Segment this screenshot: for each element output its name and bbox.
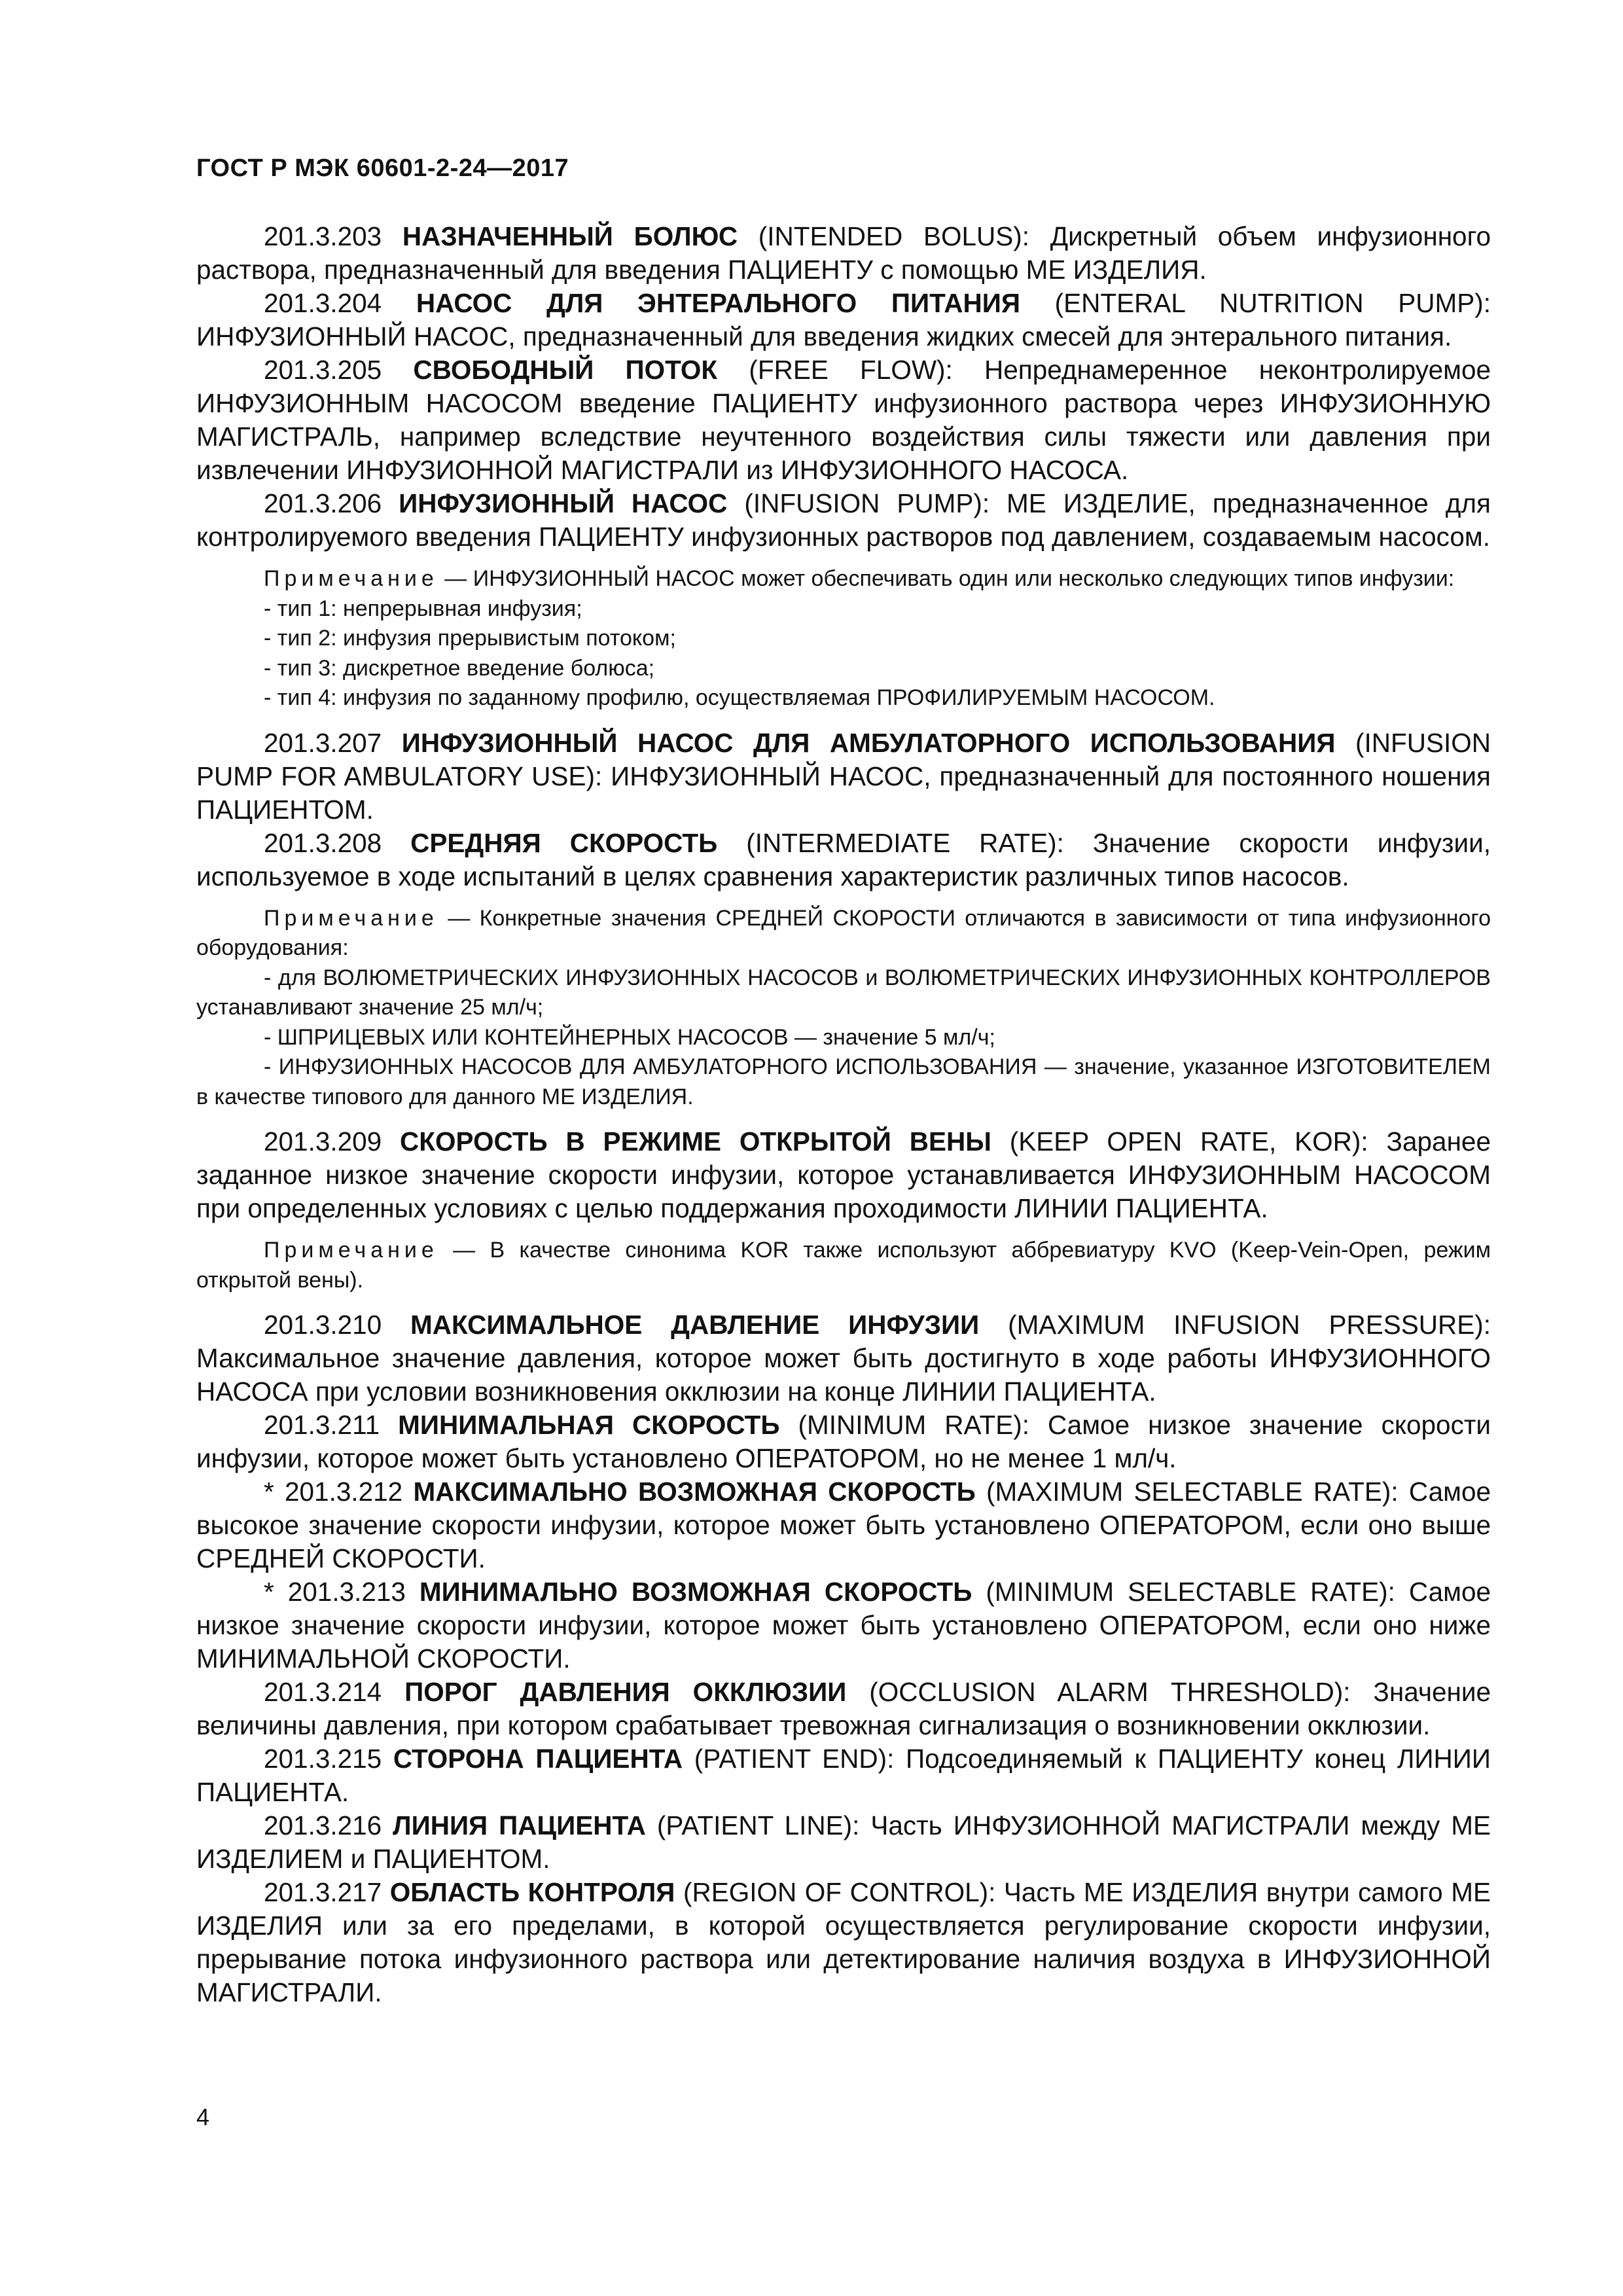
note-label: Примечание [264,905,438,931]
clause-number: 201.3.205 [264,355,382,385]
note-intermediate-rate [196,904,1491,1113]
note-intro [196,904,1491,963]
term-title: ОБЛАСТЬ КОНТРОЛЯ [389,1877,675,1907]
term-title: НАСОС ДЛЯ ЭНТЕРАЛЬНОГО ПИТАНИЯ [416,288,1021,318]
term-title: ИНФУЗИОННЫЙ НАСОС [399,488,728,518]
clause-number: 201.3.207 [264,727,382,758]
term-definition: (ENTERAL NUTRITION PUMP): ИНФУЗИОННЫЙ НАСОС, предназначенный для введения жидких смесей для энтерального питания. [196,288,1491,351]
term-definition: (PATIENT LINE): Часть ИНФУЗИОННОЙ МАГИСТРАЛИ между МЕ ИЗДЕЛИЕМ и ПАЦИЕНТОМ. [196,1810,1491,1874]
note-list-item: - тип 3: дискретное введение болюса; [264,655,655,681]
definition-201-3-214 [196,1676,1491,1742]
clause-number: * 201.3.213 [264,1577,406,1607]
note-list-item: - тип 2: инфузия прерывистым потоком; [264,626,676,651]
definition-201-3-208 [196,827,1491,893]
note-list-item: - тип 1: непрерывная инфузия; [264,596,582,621]
note-intro [196,564,1491,594]
term-title: НАЗНАЧЕННЫЙ БОЛЮС [402,221,738,251]
definition-201-3-213 [196,1575,1491,1676]
term-definition: (KEEP OPEN RATE, KOR): Заранее заданное низкое значение скорости инфузии, которое устанавливается ИНФУЗИОННЫМ НАСОСОМ при определенных условиях с целью поддержания проходимости ЛИНИИ ПАЦИЕНТА. [196,1126,1491,1223]
definition-201-3-216 [196,1809,1491,1876]
clause-number: 201.3.209 [264,1126,382,1157]
definition-201-3-215 [196,1742,1491,1809]
note-text: — В качестве синонима KOR также используют аббревиатуру KVO (Keep-Vein-Open, режим открытой вены). [196,1238,1491,1293]
definition-201-3-203 [196,220,1491,287]
note-list-item: - ИНФУЗИОННЫХ НАСОСОВ ДЛЯ АМБУЛАТОРНОГО ИСПОЛЬЗОВАНИЯ — значение, указанное ИЗГОТОВИТЕЛЕМ в качестве типового для данного МЕ ИЗДЕЛИЯ. [196,1054,1491,1109]
clause-number: 201.3.203 [264,221,382,251]
clause-number: 201.3.217 [264,1877,382,1907]
note-label: Примечание [264,1238,438,1263]
note-text: — ИНФУЗИОННЫЙ НАСОС может обеспечивать один или несколько следующих типов инфузии: [438,566,1455,591]
standard-header: ГОСТ Р МЭК 60601-2-24—2017 [196,154,569,182]
definition-201-3-207 [196,726,1491,827]
definition-201-3-209 [196,1125,1491,1225]
term-definition: (REGION OF CONTROL): Часть МЕ ИЗДЕЛИЯ внутри самого МЕ ИЗДЕЛИЯ или за его пределами, в которой осуществляется регулирование скорости инфузии, прерывание потока инфузионного раствора или детектирование наличия воздуха в ИНФУЗИОННОЙ МАГИСТРАЛИ. [196,1877,1491,2007]
document-body [196,220,1491,2009]
clause-number: 201.3.211 [264,1410,380,1440]
clause-number: 201.3.215 [264,1744,382,1774]
term-definition: (INFUSION PUMP FOR AMBULATORY USE): ИНФУЗИОННЫЙ НАСОС, предназначенный для постоянного ношения ПАЦИЕНТОМ. [196,727,1491,825]
definition-201-3-206 [196,487,1491,554]
note-list-item: - ШПРИЦЕВЫХ ИЛИ КОНТЕЙНЕРНЫХ НАСОСОВ — значение 5 мл/ч; [264,1024,995,1050]
note-infusion-types [196,564,1491,713]
note-kor-synonym [196,1236,1491,1295]
clause-number: 201.3.208 [264,827,382,858]
clause-number: 201.3.216 [264,1810,382,1840]
definition-201-3-210 [196,1308,1491,1408]
term-title: МАКСИМАЛЬНО ВОЗМОЖНАЯ СКОРОСТЬ [413,1477,976,1507]
term-definition: (MINIMUM SELECTABLE RATE): Самое низкое значение скорости инфузии, которое может быть установлено ОПЕРАТОРОМ, если оно ниже МИНИМАЛЬНОЙ СКОРОСТИ. [196,1577,1491,1674]
clause-number: 201.3.204 [264,288,382,318]
term-definition: (MAXIMUM SELECTABLE RATE): Самое высокое значение скорости инфузии, которое может быть установлено ОПЕРАТОРОМ, если оно выше СРЕДНЕЙ СКОРОСТИ. [196,1477,1491,1573]
definition-201-3-212 [196,1475,1491,1575]
definition-201-3-205 [196,353,1491,487]
term-title: ЛИНИЯ ПАЦИЕНТА [393,1810,646,1840]
note-list-item: - тип 4: инфузия по заданному профилю, осуществляемая ПРОФИЛИРУЕМЫМ НАСОСОМ. [264,685,1215,710]
term-title: СТОРОНА ПАЦИЕНТА [393,1744,683,1774]
term-definition: (INTENDED BOLUS): Дискретный объем инфузионного раствора, предназначенный для введения ПАЦИЕНТУ с помощью МЕ ИЗДЕЛИЯ. [196,221,1491,285]
term-title: СРЕДНЯЯ СКОРОСТЬ [410,827,718,858]
term-title: СВОБОДНЫЙ ПОТОК [413,355,718,385]
term-definition: (OCCLUSION ALARM THRESHOLD): Значение величины давления, при котором срабатывает тревожная сигнализация о возникновении окклюзии. [196,1677,1491,1740]
page-number: 4 [196,2104,210,2130]
term-title: МИНИМАЛЬНО ВОЗМОЖНАЯ СКОРОСТЬ [419,1577,972,1607]
note-list-item: - для ВОЛЮМЕТРИЧЕСКИХ ИНФУЗИОННЫХ НАСОСОВ и ВОЛЮМЕТРИЧЕСКИХ ИНФУЗИОННЫХ КОНТРОЛЛЕРОВ устанавливают значение 25 мл/ч; [196,965,1491,1020]
clause-number: 201.3.210 [264,1310,382,1340]
clause-number: * 201.3.212 [264,1477,403,1507]
term-definition: (FREE FLOW): Непреднамеренное неконтролируемое ИНФУЗИОННЫМ НАСОСОМ введение ПАЦИЕНТУ инфузионного раствора через ИНФУЗИОННУЮ МАГИСТРАЛЬ, например вследствие неучтенного воздействия силы тяжести или давления при извлечении ИНФУЗИОННОЙ МАГИСТРАЛИ из ИНФУЗИОННОГО НАСОСА. [196,355,1491,485]
term-title: ИНФУЗИОННЫЙ НАСОС ДЛЯ АМБУЛАТОРНОГО ИСПОЛЬЗОВАНИЯ [401,727,1336,758]
note-intro [196,1236,1491,1295]
definition-201-3-211 [196,1408,1491,1475]
term-title: МИНИМАЛЬНАЯ СКОРОСТЬ [398,1410,780,1440]
term-definition: (MAXIMUM INFUSION PRESSURE): Максимальное значение давления, которое может быть достигнуто в ходе работы ИНФУЗИОННОГО НАСОСА при условии возникновения окклюзии на конце ЛИНИИ ПАЦИЕНТА. [196,1310,1491,1407]
note-label: Примечание [264,566,438,591]
term-definition: (INTERMEDIATE RATE): Значение скорости инфузии, используемое в ходе испытаний в целях сравнения характеристик различных типов насосов. [196,827,1491,891]
term-title: ПОРОГ ДАВЛЕНИЯ ОККЛЮЗИИ [404,1677,847,1707]
definition-201-3-217 [196,1876,1491,2009]
term-definition: (INFUSION PUMP): МЕ ИЗДЕЛИЕ, предназначенное для контролируемого введения ПАЦИЕНТУ инфузионных растворов под давлением, создаваемым насосом. [196,488,1491,552]
note-text: — Конкретные значения СРЕДНЕЙ СКОРОСТИ отличаются в зависимости от типа инфузионного оборудования: [196,905,1491,960]
clause-number: 201.3.214 [264,1677,382,1707]
term-definition: (MINIMUM RATE): Самое низкое значение скорости инфузии, которое может быть установлено ОПЕРАТОРОМ, но не менее 1 мл/ч. [196,1410,1491,1473]
term-title: МАКСИМАЛЬНОЕ ДАВЛЕНИЕ ИНФУЗИИ [410,1310,980,1340]
term-definition: (PATIENT END): Подсоединяемый к ПАЦИЕНТУ конец ЛИНИИ ПАЦИЕНТА. [196,1744,1491,1807]
clause-number: 201.3.206 [264,488,382,518]
definition-201-3-204 [196,287,1491,353]
term-title: СКОРОСТЬ В РЕЖИМЕ ОТКРЫТОЙ ВЕНЫ [400,1126,991,1157]
